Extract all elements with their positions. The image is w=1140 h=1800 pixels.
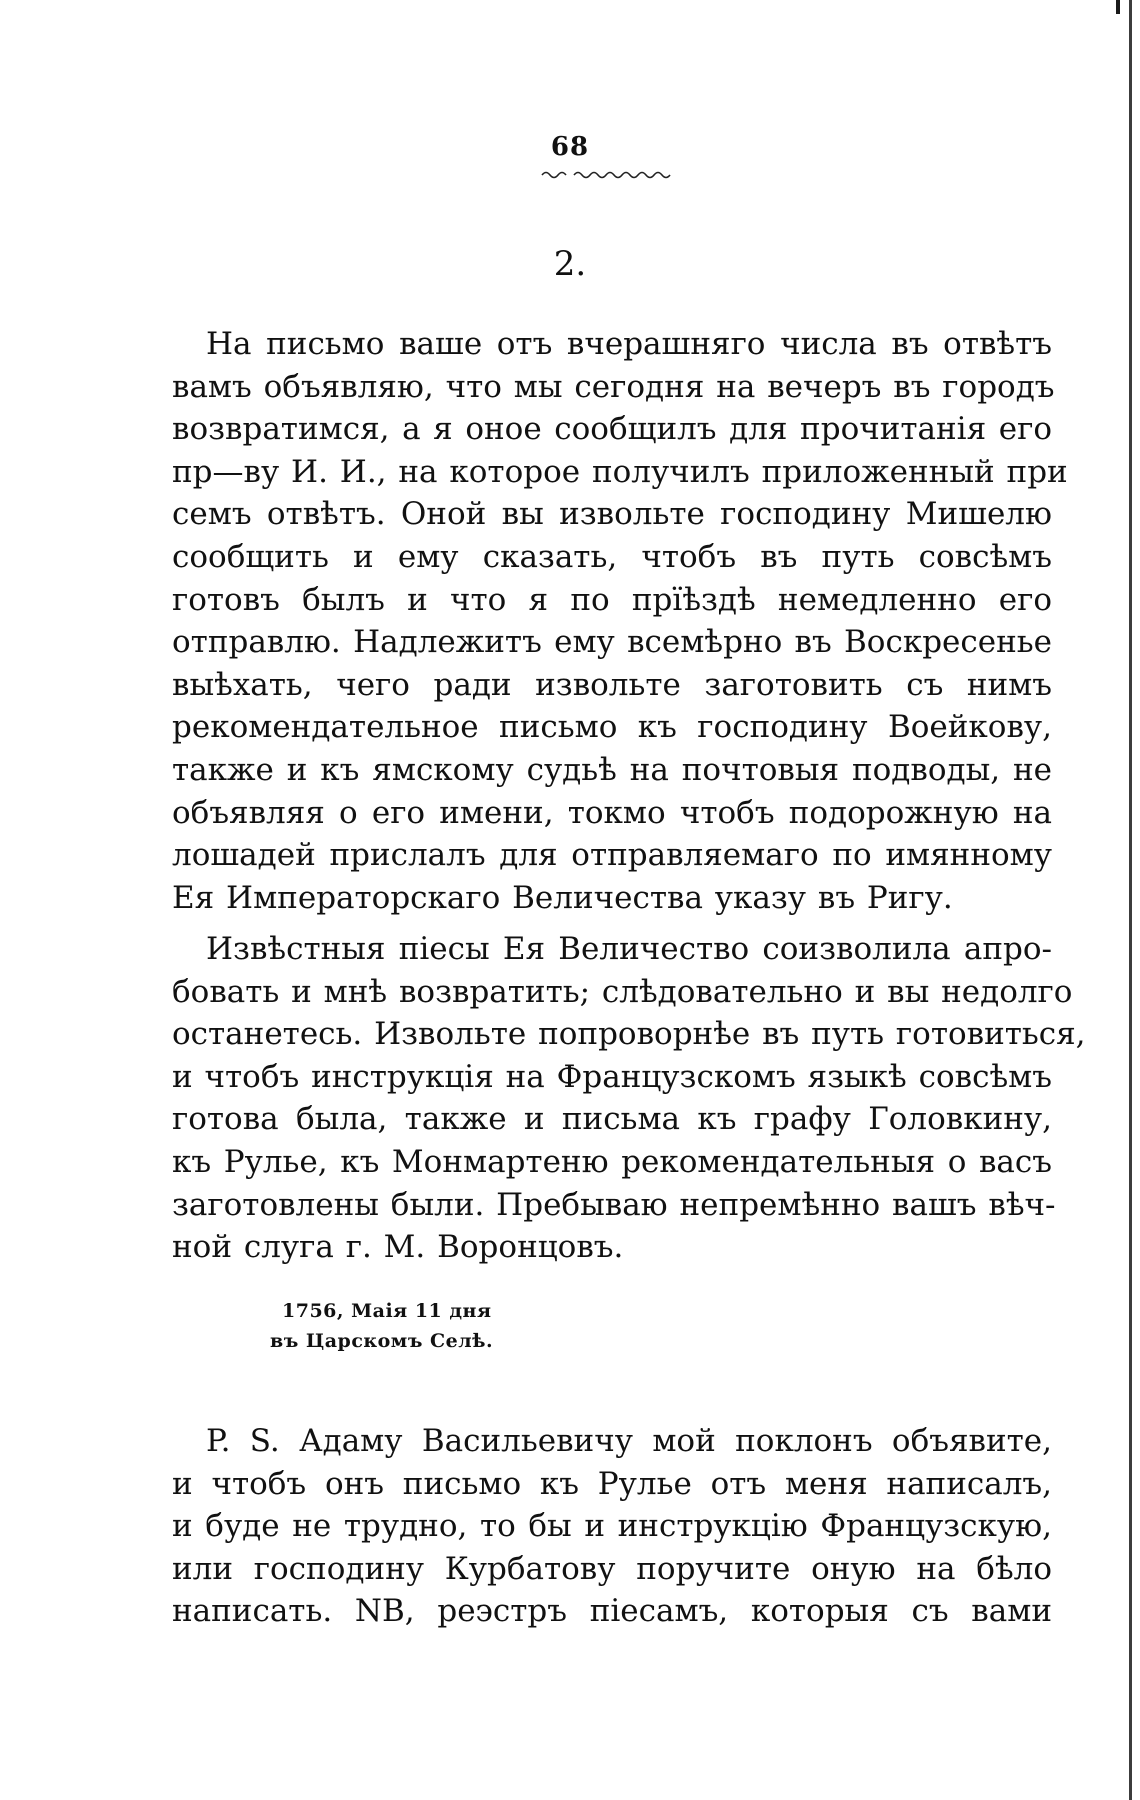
text-line: и буде не трудно, то бы и инструкцію Французскую, (172, 1508, 1052, 1545)
text-line: семъ отвѣтъ. Оной вы извольте господину Мишелю (172, 496, 1052, 533)
text-line: лошадей прислалъ для отправляемаго по имянному (172, 837, 1052, 874)
text-line: сообщить и ему сказать, чтобъ въ путь совсѣмъ (172, 538, 1052, 575)
text-line: возвратимся, а я оное сообщилъ для прочитанія его (172, 411, 1052, 448)
text-line: готовъ былъ и что я по прїѣздѣ немедленно его (172, 581, 1052, 618)
text-line: также и къ ямскому судьѣ на почтовыя подводы, не (172, 751, 1052, 788)
text-line: ной слуга г. М. Воронцовъ. (172, 1229, 624, 1266)
place-line: въ Царскомъ Селѣ. (270, 1330, 494, 1352)
text-line: къ Рулье, къ Монмартеню рекомендательныя о васъ (172, 1143, 1052, 1180)
postscript-paragraph (172, 1420, 1052, 1633)
text-line: останетесь. Извольте попроворнѣе въ путь готовиться, (172, 1016, 1086, 1053)
text-line: выѣхать, чего ради извольте заготовить съ нимъ (172, 666, 1052, 703)
text-line: написать. NB, реэстръ піесамъ, которыя съ вами (172, 1593, 1052, 1630)
text-line: P. S. Адаму Васильевичу мой поклонъ объявите, (206, 1423, 1052, 1459)
text-line: На письмо ваше отъ вчерашняго числа въ отвѣтъ (206, 326, 1052, 362)
text-line: и чтобъ инструкція на Французскомъ языкѣ совсѣмъ (172, 1058, 1052, 1095)
text-line: или господину Курбатову поручите оную на бѣло (172, 1550, 1052, 1587)
text-line: готова была, также и письма къ графу Головкину, (172, 1101, 1052, 1138)
wavy-rule-ornament (540, 168, 690, 182)
date-line: 1756, Маія 11 дня (282, 1300, 492, 1322)
text-line: заготовлены были. Пребываю непремѣнно вашъ вѣч- (172, 1186, 1056, 1223)
text-line: и чтобъ онъ письмо къ Рулье отъ меня написалъ, (172, 1465, 1052, 1502)
page-edge-mark (1116, 0, 1120, 14)
text-line: отправлю. Надлежитъ ему всемѣрно въ Воскресенье (172, 624, 1052, 661)
text-line: пр—ву И. И., на которое получилъ приложенный при (172, 453, 1068, 490)
page-number: 68 (550, 132, 590, 162)
text-line: объявляя о его имени, токмо чтобъ подорожную на (172, 794, 1052, 831)
text-line: бовать и мнѣ возвратить; слѣдовательно и вы недолго (172, 973, 1073, 1010)
section-number: 2. (553, 244, 587, 284)
text-line: Извѣстныя піесы Ея Величество соизволила апро- (206, 931, 1052, 967)
letter-paragraph (172, 323, 1068, 919)
letter-paragraph (172, 928, 1086, 1269)
text-line: рекомендательное письмо къ господину Воейкову, (172, 709, 1052, 746)
text-line: Ея Императорскаго Величества указу въ Ригу. (172, 879, 953, 916)
text-line: вамъ объявляю, что мы сегодня на вечеръ въ городъ (172, 368, 1055, 405)
